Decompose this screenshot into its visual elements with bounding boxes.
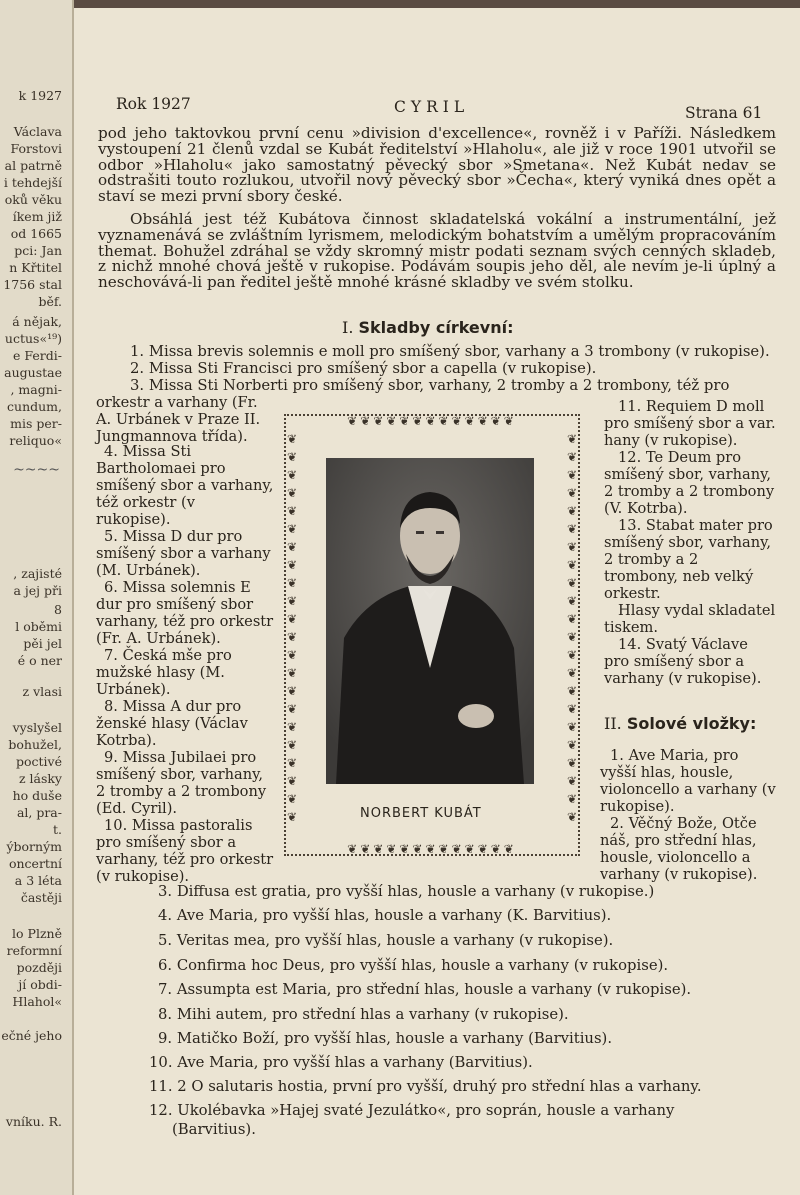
header-year: Rok 1927 [116,95,191,113]
right-column-solo-list [600,747,776,883]
list-item [96,394,274,445]
prev-line: mis per- [10,416,62,431]
prev-line: uctus«¹⁹) [4,331,62,346]
ornament-squiggle: ~~~~ [13,462,60,478]
prev-line: vyslyšel [12,720,62,735]
section-number: II. [604,714,622,733]
prev-line: častěji [20,890,62,905]
portrait-photo [326,458,534,784]
prev-line: l oběmi [15,619,62,634]
list-item: 9. Matičko Boží, pro vyšší hlas, housle a varhany (Barvitius). [158,1030,613,1047]
section-heading-1 [342,318,513,337]
prev-line: al patrně [4,158,62,173]
header-journal-title: CYRIL [394,98,470,116]
list-item: 3. Diffusa est gratia, pro vyšší hlas, housle a varhany (v rukopise.) [158,883,655,900]
list-item: 6. Confirma hoc Deus, pro vyšší hlas, housle a varhany (v rukopise). [158,957,669,974]
header-page-number: Strana 61 [685,104,763,122]
prev-line: z vlasi [22,684,62,699]
portrait-caption: NORBERT KUBÁT [360,806,482,821]
list-item: 7. Assumpta est Maria, pro střední hlas, housle a varhany (v rukopise). [158,981,692,998]
prev-line: běf. [38,294,62,309]
list-item: 4. Ave Maria, pro vyšší hlas, housle a varhany (K. Barvitius). [158,907,612,924]
list-item: 14. Svatý Václave pro smíšený sbor a varhany (v rukopise). [604,636,762,687]
paragraph-intro-1: pod jeho taktovkou první cenu »division d'excellence«, rovněž i v Paříži. Následkem vystoupení 21 členů vzdal se Kubát ředitelství »Hlaholu«, ale již v roce 1901 utvořil se odbor »Hlaholu« jako samostatný pěvecký sbor »Smetana«. Než Kubát nedav se odstrašiti touto rozlukou, utvořil nový pěvecký sbor »Čecha«, který vyniká dnes opět a staví se mezi první sbory české. [98,124,776,206]
left-column-list [96,443,274,885]
list-item: 13. Stabat mater pro smíšený sbor, varhany, 2 tromby a 2 trombony, neb velký orkestr. [604,517,773,602]
list-item: 11. 2 O salutaris hostia, první pro vyšší, druhý pro střední hlas a varhany. [149,1078,702,1095]
prev-line: později [16,960,62,975]
prev-line: k 1927 [18,88,62,103]
ornament-border: ❦❦❦❦❦❦❦❦❦❦❦❦❦❦❦❦❦❦❦❦❦❦ [566,432,578,824]
prev-line: t. [53,822,62,837]
portrait-photo-image [326,458,534,784]
list-item: 9. Missa Jubilaei pro smíšený sbor, varhany, 2 tromby a 2 trombony (Ed. Cyril). [96,749,267,817]
list-item-text: orkestr a varhany (Fr. A. Urbánek v Praze II. Jungmannova třída). [96,394,261,445]
prev-line: od 1665 [10,226,62,241]
prev-line: Václava [13,124,62,139]
list-item: 5. Missa D dur pro smíšený sbor a varhany (M. Urbánek). [96,528,271,579]
prev-line: augustae [4,365,62,380]
right-column-list [604,398,776,687]
prev-line: a jej při [13,583,62,598]
prev-line: bohužel, [8,737,62,752]
list-item: 8. Mihi autem, pro střední hlas a varhany (v rukopise). [158,1006,569,1023]
prev-line: oncertní [8,856,62,871]
previous-page-strip [0,0,74,1195]
list-item: 2. Věčný Bože, Otče náš, pro střední hlas, housle, violoncello a varhany (v rukopise). [600,815,758,883]
section-heading-2 [604,714,756,733]
prev-line: , zajisté [13,566,62,581]
prev-line: ýborným [6,839,62,854]
list-item: 11. Requiem D moll pro smíšený sbor a var. hany (v rukopise). [604,398,776,449]
list-item: 5. Veritas mea, pro vyšší hlas, housle a varhany (v rukopise). [158,932,614,949]
prev-line: é o ner [17,653,62,668]
list-item: 12. Ukolébavka »Hajej svaté Jezulátko«, pro soprán, housle a varhany [149,1102,675,1119]
prev-line: ho duše [12,788,62,803]
list-item: 4. Missa Sti Bartholomaei pro smíšený sbor a varhany, též orkestr (v rukopise). [96,443,274,528]
prev-line: lo Plzně [12,926,62,941]
list-item: 10. Ave Maria, pro vyšší hlas a varhany (Barvitius). [149,1054,533,1071]
prev-line: íkem již [12,209,62,224]
prev-line: n Křtitel [9,260,62,275]
list-item: 6. Missa solemnis E dur pro smíšený sbor varhany, též pro orkestr (Fr. A. Urbánek). [96,579,274,647]
prev-line: á nějak, [12,314,62,329]
list-item: 2. Missa Sti Francisci pro smíšený sbor a capella (v rukopise). [130,360,597,377]
prev-line: jí obdi- [18,977,62,992]
section-title: Skladby církevní: [358,318,514,337]
page-top-edge [74,0,800,8]
prev-line: , magni- [10,382,62,397]
list-item: 1. Missa brevis solemnis e moll pro smíšený sbor, varhany a 3 trombony (v rukopise). [130,343,770,360]
list-item: (Barvitius). [172,1121,256,1138]
prev-line: e Ferdi- [13,348,62,363]
ornament-border: ❦❦❦❦❦❦❦❦❦❦❦❦❦ [347,842,517,856]
paragraph-intro-2: Obsáhlá jest též Kubátova činnost skladatelská vokální a instrumentální, jež vyznamenává se zvláštním lyrismem, melodickým bohatstvím a umělým propracováním themat. Bohužel zdráhal se vždy skromný mistr podati seznam svých cenných skladeb, z nichž mnohé chová ještě v rukopise. Podávám soupis jeho děl, ale nevím je-li úplný a neschovává-li pan ředitel ještě mnohé krásné skladby ve svém stolku. [98,210,776,292]
prev-line: a 3 léta [14,873,62,888]
prev-line: cundum, [7,399,62,414]
prev-line: oků věku [4,192,62,207]
section-number: I. [342,318,354,337]
prev-line: al, pra- [16,805,62,820]
prev-line: 1756 stal [3,277,62,292]
ornament-border: ❦❦❦❦❦❦❦❦❦❦❦❦❦❦❦❦❦❦❦❦❦❦ [286,432,298,824]
prev-line: vníku. R. [5,1114,62,1129]
prev-line: poctivé [15,754,62,769]
prev-line: pěi jel [23,636,62,651]
prev-line: pci: Jan [14,243,62,258]
prev-line: Hlahol« [12,994,62,1009]
prev-line: i tehdejší [3,175,62,190]
prev-line: z lásky [18,771,62,786]
prev-line: reliquo« [9,433,62,448]
prev-line: 8 [54,602,62,617]
list-item: 1. Ave Maria, pro vyšší hlas, housle, violoncello a varhany (v rukopise). [600,747,776,815]
list-item: 10. Missa pastoralis pro smíšený sbor a varhany, též pro orkestr (v rukopise). [96,817,274,885]
list-item: 7. Česká mše pro mužské hlasy (M. Urbánek). [96,647,232,698]
ornament-border: ❦❦❦❦❦❦❦❦❦❦❦❦❦ [347,414,517,428]
list-item: 8. Missa A dur pro ženské hlasy (Václav Kotrba). [96,698,248,749]
prev-line: Forstovi [10,141,62,156]
list-item: 12. Te Deum pro smíšený sbor, varhany, 2 tromby a 2 trombony (V. Kotrba). [604,449,775,517]
prev-line: reformní [6,943,62,958]
section-title: Solové vložky: [626,714,757,733]
prev-line: ečné jeho [1,1028,62,1043]
list-item: Hlasy vydal skladatel tiskem. [604,602,776,636]
list-item: 3. Missa Sti Norberti pro smíšený sbor, varhany, 2 tromby a 2 trombony, též pro [130,377,730,394]
